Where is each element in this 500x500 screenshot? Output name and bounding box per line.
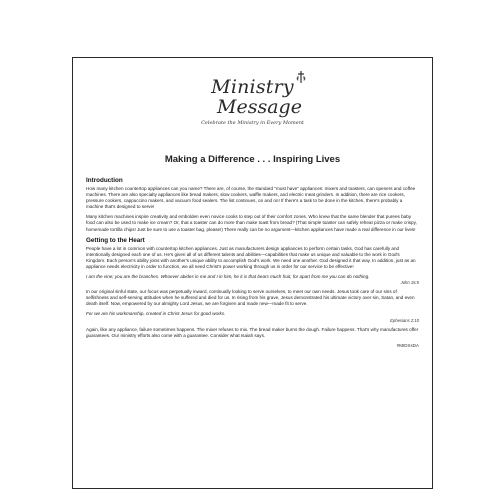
heart-paragraph-1: People have a lot in common with countertop kitchen appliances. Just as manufacturers design appliances to perform certain tasks, God has carefully and intentionally designed each one of us. He's given all of us different talents and abilities—capabilities that make us unique and valuable to the work in God's Kingdom. Each person's ability joins with another's unique ability to accomplish God's work. We need one another. God designed it that way. In addition, just as an appliance needs electricity in order to function, we all need Christ's power working through us in order for our service to be effective! (86, 245, 416, 269)
logo-tagline: Celebrate the Ministry in Every Moment (201, 120, 304, 126)
paragraph-sinful-state: In our original sinful state, our focus was perpetually inward, continually looking to serve ourselves, to meet our own needs. Jesus took care of our sins of selfishness and self-serving attitudes when he suffered and died for us. In rising from his grave, Jesus demonstrated his ultimate victory over sin, Satan, and even death itself. Now, empowered by our almighty Lord Jesus, we are forgiven and made new—made fit to serve. (86, 289, 415, 307)
intro-paragraph-2: Many kitchen machines inspire creativity and embolden even novice cooks to step out of their comfort zones. Who knew that the same blender that purees baby food can also be used to make ice cream? Or, that a toaster can do more than make toast from bread? (That simple toaster can safely reheat pizza or make crispy, homemade tortilla chips! Just be sure to use a toaster bag, please!) There really can be no argument—kitchen appliances have made a real difference in our lives! (86, 214, 417, 232)
cross-flame-icon (294, 70, 308, 84)
section-heading-getting-to-heart: Getting to the Heart (86, 236, 145, 244)
verse-reference-john: John 15:5 (400, 280, 419, 286)
logo-line-ministry: Ministry (211, 76, 294, 98)
verse-ephesians: For we are his workmanship, created in Christ Jesus for good works. (86, 311, 226, 317)
document-page (72, 57, 433, 489)
page-title: Making a Difference . . . Inspiring Lives (164, 154, 341, 165)
section-heading-introduction: Introduction (86, 177, 123, 184)
verse-john: I am the vine; you are the branches. Whoever abides in me and I in him, he it is that bears much fruit, for apart from me you can do nothing. (86, 274, 370, 280)
paragraph-failure: Again, like any appliance, failure sometimes happens. The mixer refuses to mix. The bread maker burns the dough. Failure happens. That's why manufactures offer guarantees. Our ministry efforts also come with a guarantee. Consider what Isaiah says. (86, 326, 419, 338)
intro-paragraph-1: How many kitchen countertop appliances can you name? There are, of course, the standard "must have" appliances: mixers and toasters, can openers and coffee machines. There are also specialty appliances like bread makers, slow cookers, waffle makers, and electric meat grinders. In addition, there are rice cookers, pressure cookers, cappuccino makers, and vacuum food sealers. The list continues, on and on! If there's a task to be done in the kitchen, there's probably a machine that's designed to serve! (86, 186, 416, 210)
hashtag-label: #MIDXsDA (396, 342, 419, 348)
logo-line-message: Message (217, 96, 302, 118)
ministry-message-logo (73, 77, 432, 127)
article-body (86, 177, 419, 349)
verse-reference-ephesians: Ephesians 2:10 (390, 317, 419, 323)
